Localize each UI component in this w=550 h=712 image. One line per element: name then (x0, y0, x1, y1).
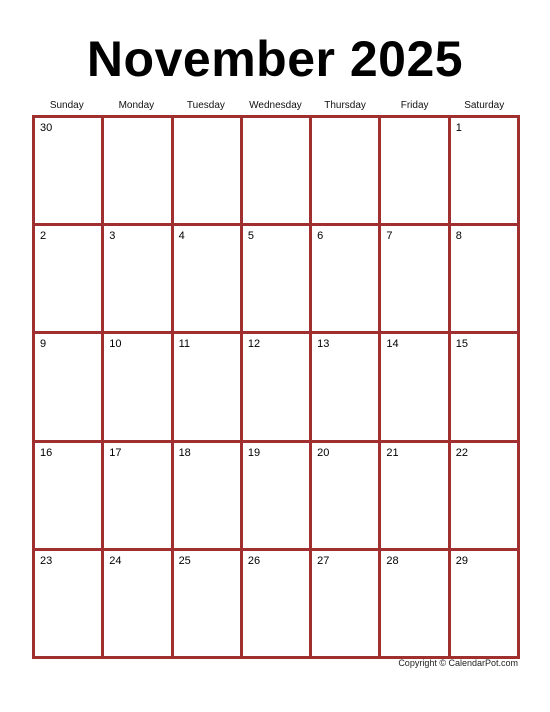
copyright-notice: Copyright © CalendarPot.com (398, 658, 518, 668)
day-cell (243, 226, 309, 331)
weekday-header-row (32, 99, 519, 113)
day-cell (312, 551, 378, 656)
day-cell (451, 118, 517, 223)
day-cell (174, 226, 240, 331)
day-number: 13 (317, 338, 330, 351)
day-number: 5 (247, 230, 254, 243)
weekday-tuesday: Tuesday (186, 100, 225, 111)
day-cell (312, 226, 378, 331)
weekday-thursday: Thursday (324, 100, 366, 111)
day-cell (35, 551, 101, 656)
day-cell (451, 334, 517, 439)
day-cell (243, 551, 309, 656)
day-cell (104, 226, 170, 331)
day-cell (451, 226, 517, 331)
day-cell (35, 443, 101, 548)
day-cell (174, 118, 240, 223)
day-number: 4 (178, 230, 185, 243)
day-cell (104, 551, 170, 656)
day-cell (312, 443, 378, 548)
day-cell (381, 551, 447, 656)
day-number: 10 (109, 338, 122, 351)
day-cell (35, 118, 101, 223)
day-number: 18 (178, 446, 191, 459)
day-number: 27 (317, 554, 330, 567)
day-cell (35, 226, 101, 331)
day-cell (243, 118, 309, 223)
day-cell (174, 551, 240, 656)
day-number: 17 (109, 446, 122, 459)
day-cell (312, 334, 378, 439)
day-cell (381, 226, 447, 331)
weekday-saturday: Saturday (464, 100, 505, 111)
day-number: 14 (386, 338, 399, 351)
day-number: 28 (386, 554, 399, 567)
day-cell (104, 443, 170, 548)
day-number: 25 (178, 554, 191, 567)
day-number: 9 (40, 338, 47, 351)
day-cell (381, 334, 447, 439)
day-number: 1 (455, 122, 462, 134)
day-number: 23 (40, 554, 53, 567)
day-cell (104, 118, 170, 223)
day-number: 19 (247, 446, 261, 459)
day-number: 11 (178, 338, 190, 351)
day-number: 15 (455, 338, 468, 351)
day-cell (243, 443, 309, 548)
weekday-monday: Monday (118, 100, 155, 111)
day-number: 8 (455, 230, 462, 243)
day-cell (104, 334, 170, 439)
day-number: 20 (317, 446, 330, 459)
calendar-grid (32, 115, 520, 659)
weekday-sunday: Sunday (49, 100, 84, 111)
day-number: 16 (40, 446, 53, 459)
day-number: 7 (386, 230, 393, 243)
day-cell (174, 334, 240, 439)
weekday-wednesday: Wednesday (249, 100, 302, 111)
weekday-friday: Friday (400, 100, 429, 111)
day-number: 12 (247, 338, 261, 351)
day-number: 2 (40, 230, 47, 243)
day-cell (35, 334, 101, 439)
day-number: 24 (109, 554, 122, 567)
day-number: 6 (317, 230, 324, 243)
day-cell (451, 443, 517, 548)
day-cell (174, 443, 240, 548)
day-number: 22 (455, 446, 468, 459)
day-cell (381, 443, 447, 548)
day-cell (243, 334, 309, 439)
month-title: November 2025 (86, 31, 464, 87)
day-number: 30 (40, 122, 53, 134)
day-number: 26 (247, 554, 261, 567)
day-number: 21 (386, 446, 399, 459)
day-cell (312, 118, 378, 223)
day-cell (451, 551, 517, 656)
day-number: 29 (455, 554, 468, 567)
day-cell (381, 118, 447, 223)
day-number: 3 (109, 230, 116, 243)
